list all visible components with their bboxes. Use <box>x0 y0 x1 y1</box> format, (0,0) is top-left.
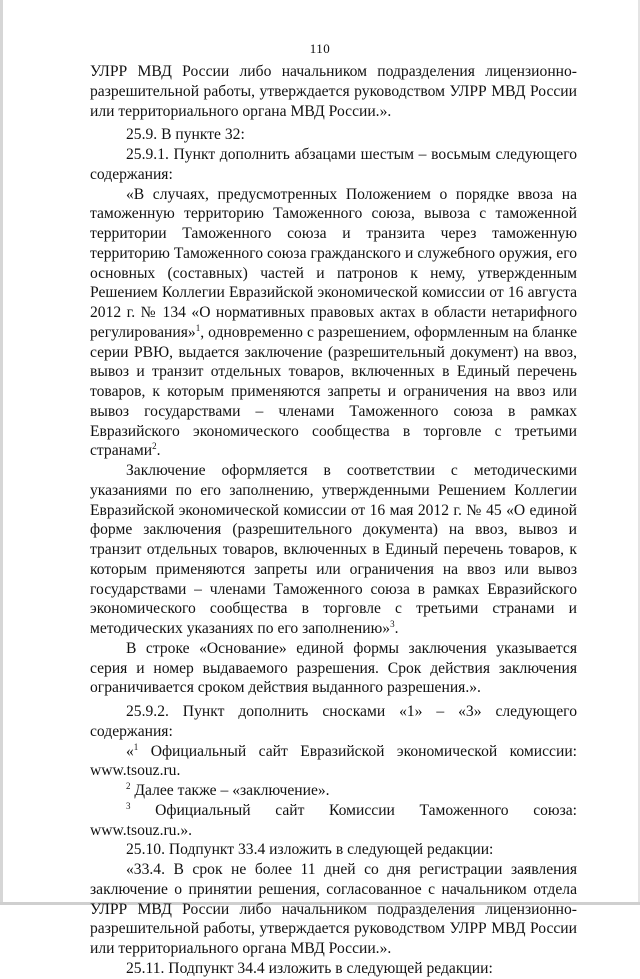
paragraph-p2 <box>90 125 577 145</box>
paragraph-text: 25.9.2. Пункт дополнить сносками «1» – «3» следующего содержания: <box>90 703 577 740</box>
scan-left-edge <box>0 0 3 905</box>
paragraph-p5 <box>90 461 577 639</box>
paragraph-text: « <box>126 742 134 760</box>
paragraph-p3 <box>90 145 577 185</box>
paragraph-p13 <box>90 959 577 979</box>
paragraph-p9 <box>90 781 577 801</box>
paragraph-p4 <box>90 185 577 462</box>
page-number: 110 <box>309 41 331 56</box>
paragraph-text: Официальный сайт Евразийской экономической комиссии: www.tsouz.ru. <box>90 742 577 780</box>
footnote-marker: 1 <box>133 741 139 752</box>
paragraph-text: Заключение оформляется в соответствии с методическими указаниями по его заполнению, утвержденными Решением Коллегии Евразийской экономической комиссии от 16 мая 2012 г. № 45 «О единой форме заключения (разрешительного документа) на ввоз, вывоз и транзит отдельных товаров, включенных в Единый перечень товаров, к которым применяются запреты или ограничения на ввоз или вывоз государствами – членами Таможенного союза в рамках Евразийского экономического сообщества в торговле с третьими странами и методических указаниях по его заполнению» <box>90 462 577 637</box>
footnote-marker: 3 <box>126 800 131 811</box>
paragraph-p6 <box>90 639 577 698</box>
paragraph-p1 <box>90 62 577 121</box>
paragraph-p12 <box>90 860 577 959</box>
paragraph-text: «В случаях, предусмотренных Положением о порядке ввоза на таможенную территорию Таможенного союза, вывоза с таможенной территории Таможенного союза и транзита через таможенную территорию Таможенного союза гражданского и служебного оружия, его основных (составных) частей и патронов к нему, утвержденным Решением Коллегии Евразийской экономической комиссии от 16 августа 2012 г. № 134 «О нормативных правовых актах в области нетарифного регулирования» <box>90 185 577 341</box>
paragraph-p10 <box>90 801 577 841</box>
paragraph-text: УЛРР МВД России либо начальником подразделения лицензионно-разрешительной работы, утверждается руководством УЛРР МВД России или территориального органа МВД России.». <box>90 63 577 120</box>
paragraph-text: «33.4. В срок не более 11 дней со дня регистрации заявления заключение о принятии решения, согласованное с начальником отдела УЛРР МВД России либо начальником подразделения лицензионно-разрешительной работы, утверждается руководством УЛРР МВД России или территориального органа МВД России.». <box>90 861 577 957</box>
document-body <box>90 62 577 979</box>
paragraph-text: Официальный сайт Комиссии Таможенного союза: www.tsouz.ru.». <box>90 801 577 839</box>
paragraph-p7 <box>90 702 577 742</box>
paragraph-text: 25.11. Подпункт 34.4 изложить в следующей редакции: <box>126 959 493 977</box>
paragraph-text: Далее также – «заключение». <box>130 782 330 799</box>
paragraph-text: 25.10. Подпункт 33.4 изложить в следующей редакции: <box>126 841 494 859</box>
paragraph-text: . <box>156 442 161 460</box>
footnote-marker: 2 <box>126 780 131 791</box>
footnote-marker: 1 <box>195 322 201 333</box>
footnote-marker: 2 <box>152 441 157 452</box>
paragraph-p11 <box>90 840 577 860</box>
paragraph-text: 25.9.1. Пункт дополнить абзацами шестым – восьмым следующего содержания: <box>90 146 577 183</box>
paragraph-text: . <box>394 620 399 637</box>
paragraph-p8 <box>90 742 577 782</box>
footnote-marker: 3 <box>390 618 395 629</box>
paragraph-text: , одновременно с разрешением, оформленным на бланке серии РВЮ, выдается заключение (разрешительный документ) на ввоз, вывоз и транзит отдельных товаров, включенных в Единый перечень товаров, к которым применяются запреты и ограничения на ввоз или вывоз государствами – членами Таможенного союза в рамках Евразийского экономического сообщества в торговле с третьими странами <box>90 323 577 460</box>
paragraph-text: В строке «Основание» единой формы заключения указывается серия и номер выдаваемого разрешения. Срок действия заключения ограничивается сроком действия выданного разрешения.». <box>90 639 577 697</box>
paragraph-text: 25.9. В пункте 32: <box>126 126 245 144</box>
